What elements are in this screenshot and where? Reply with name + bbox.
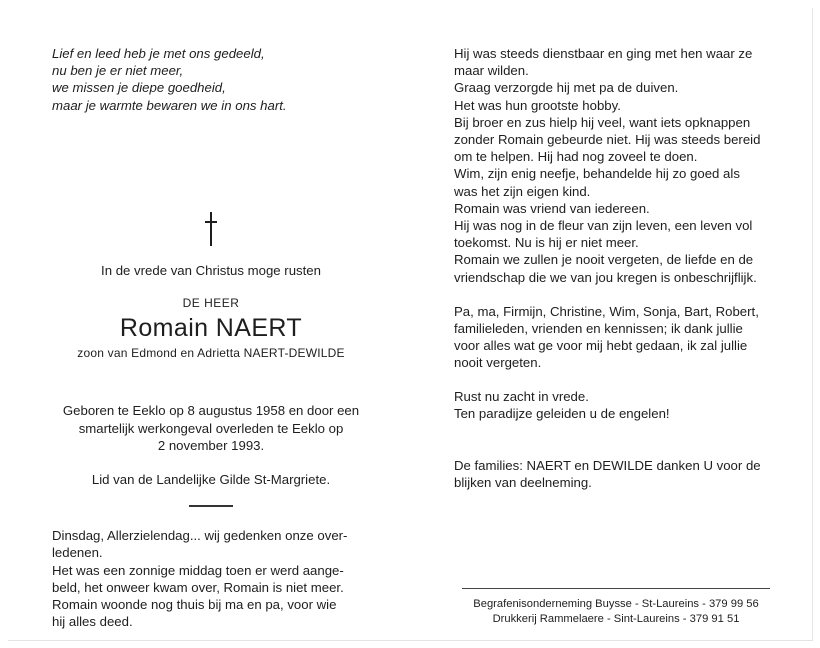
left-column xyxy=(52,45,370,630)
right-column xyxy=(454,45,774,491)
memory-line: ledenen. xyxy=(52,545,103,561)
memory-line: Romain woonde nog thuis bij ma en pa, voor wie xyxy=(52,597,337,613)
poem-line: maar je warmte bewaren we in ons hart. xyxy=(52,97,287,113)
born-line: Geboren te Eeklo op 8 augustus 1958 en door een xyxy=(62,403,360,419)
family-text xyxy=(454,303,774,372)
memory-text xyxy=(52,527,370,630)
prayer-line: Ten paradijze geleiden u de engelen! xyxy=(454,405,670,421)
parents-line: zoon van Edmond en Adrietta NAERT-DEWILDE xyxy=(77,346,345,361)
family-line: familieleden, vrienden en kennissen; ik dank jullie xyxy=(454,321,743,337)
life-line: Bij broer en zus hielp hij veel, want iets opknappen xyxy=(454,114,751,130)
deceased-name: Romain NAERT xyxy=(119,314,303,343)
poem-line: nu ben je er niet meer, xyxy=(52,63,184,79)
life-line: om te helpen. Hij had nog zoveel te doen. xyxy=(454,149,698,165)
life-line: toekomst. Nu is hij er niet meer. xyxy=(454,235,639,251)
cross-icon xyxy=(205,212,217,246)
life-line: Hij was steeds dienstbaar en ging met hen waar ze xyxy=(454,46,753,61)
memory-line: hij alles deed. xyxy=(52,614,133,630)
life-line: maar wilden. xyxy=(454,63,529,79)
life-line: Het was hun grootste hobby. xyxy=(454,97,621,113)
life-line: Wim, zijn enig neefje, behandelde hij zo goed als xyxy=(454,166,740,182)
prayer-text xyxy=(454,388,774,422)
poem xyxy=(52,45,370,114)
thanks-text xyxy=(454,457,774,491)
memory-line: beld, het onweer kwam over, Romain is niet meer. xyxy=(52,579,344,595)
life-line: was het zijn eigen kind. xyxy=(454,183,591,199)
footer-line: Begrafenisonderneming Buysse - St-Laureins - 379 99 56 xyxy=(473,598,759,610)
membership-line: Lid van de Landelijke Gilde St-Margriete. xyxy=(91,472,331,488)
thanks-line: De families: NAERT en DEWILDE danken U voor de xyxy=(454,458,761,474)
poem-line: we missen je diepe goedheid, xyxy=(52,80,226,96)
footer xyxy=(462,597,770,626)
footer-line: Drukkerij Rammelaere - Sint-Laureins - 379 91 51 xyxy=(492,612,740,625)
life-line: zonder Romain gebeurde niet. Hij was steeds bereid xyxy=(454,132,761,148)
rest-line: In de vrede van Christus moge rusten xyxy=(101,262,321,278)
memory-line: Dinsdag, Allerzielendag... wij gedenken onze over- xyxy=(52,528,348,544)
born-line: smartelijk werkongeval overleden te Eeklo op xyxy=(78,420,344,436)
memory-line: Het was een zonnige middag toen er werd aange- xyxy=(52,562,344,578)
family-line: Pa, ma, Firmijn, Christine, Wim, Sonja, Bart, Robert, xyxy=(454,303,759,319)
life-text xyxy=(454,45,774,286)
life-line: Romain was vriend van iedereen. xyxy=(454,200,650,216)
life-line: vriendschap die we van jou kregen is onbeschrijflijk. xyxy=(454,269,757,285)
born-line: 2 november 1993. xyxy=(157,437,265,453)
family-line: nooit vergeten. xyxy=(454,355,542,371)
prayer-line: Rust nu zacht in vrede. xyxy=(454,388,589,404)
family-line: voor alles wat ge voor mij hebt gedaan, ik zal jullie xyxy=(454,338,748,354)
divider xyxy=(189,505,233,507)
life-line: Hij was nog in de fleur van zijn leven, een leven vol xyxy=(454,218,753,234)
life-line: Romain we zullen je nooit vergeten, de liefde en de xyxy=(454,252,754,268)
deceased-title: DE HEER xyxy=(182,296,240,311)
footer-separator xyxy=(462,588,770,589)
life-line: Graag verzorgde hij met pa de duiven. xyxy=(454,80,679,96)
thanks-line: blijken van deelneming. xyxy=(454,475,592,491)
birth-death-info xyxy=(52,402,370,454)
poem-line: Lief en leed heb je met ons gedeeld, xyxy=(52,46,265,61)
